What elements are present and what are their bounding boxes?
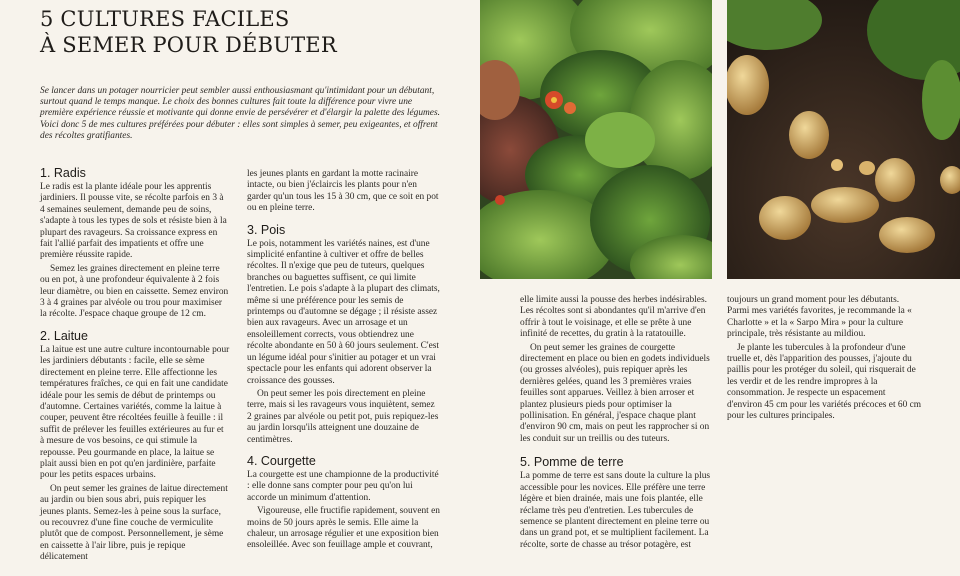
potato-harvest-illustration	[727, 0, 960, 279]
pomme-de-terre-paragraph-1: La pomme de terre est sans doute la culture la plus accessible pour les novices. Elle préfère une terre légère et bien drainée, mais une fois plantée, elle réclame très peu d'entretien. Les tubercules de semence se plantent directement en pleine terre ou dans un grand pot, et se multiplient facilement. La récolte, sorte de chasse au trésor potagère, est	[520, 471, 711, 550]
section-heading-courgette: 4. Courgette	[247, 453, 316, 468]
section-heading-radis: 1. Radis	[40, 166, 86, 180]
page-title	[40, 6, 460, 58]
lettuce-garden-photo	[480, 0, 712, 279]
column-1	[40, 166, 230, 564]
column-3	[520, 295, 713, 551]
page-title-line-1: 5 CULTURES FACILES	[40, 7, 290, 31]
pois-paragraph-1: Le pois, notamment les variétés naines, est d'une simplicité enfantine à cultiver et offre de belles récoltes. Il n'exige que peu de tuteurs, quelques branches ou baguettes suffisent, ce qui limite l'entretien. Le pois s'adapte à la plupart des climats, même si une préférence pour les semis de printemps ou d'automne se dégage ; il résiste assez bien aux ravageurs. Avec un arrosage et un ensoleillement corrects, vous obtiendrez une récolte abondante en 50 à 60 jours seulement. C'est un légume idéal pour s'initier au potager et un vrai spectacle pour les enfants qui adorent observer la croissance des gousses.	[247, 238, 440, 386]
column-4	[727, 295, 922, 422]
courgette-paragraph-3: elle limite aussi la pousse des herbes indésirables. Les récoltes sont si abondantes qu'il m'arrive d'en offrir à tout le voisinage, et elle se prête à une infinité de recettes, du gratin à la ratatouille.	[520, 295, 707, 340]
pois-paragraph-2: On peut semer les pois directement en pleine terre, mais si les ravageurs vous inquiètent, semez 2 graines par alvéole ou petit pot, puis repiquez-les au jardin lorsqu'ils atteignent une douzaine de centimètres.	[247, 388, 439, 445]
lettuce-garden-illustration	[480, 0, 712, 279]
courgette-paragraph-1: La courgette est une championne de la productivité : elle donne sans compter pour peu qu'on lui accorde un minimum d'attention.	[247, 469, 439, 503]
intro-paragraph: Se lancer dans un potager nourricier peut sembler aussi enthousiasmant qu'intimidant pour un débutant, surtout quand le temps manque. Le choix des bonnes cultures fait toute la différence pour vivre une première expérience réussie et motivante qui donne envie de persévérer et d'élargir la palette des légumes. Voici donc 5 de mes cultures préférées pour débuter : elles sont simples à semer, peu exigeantes, et offrent des récoltes gratifiantes.	[40, 86, 440, 141]
courgette-paragraph-2: Vigoureuse, elle fructifie rapidement, souvent en moins de 50 jours après le semis. Elle aime la chaleur, un arrosage régulier et une exposition bien ensoleillée. Avec son feuillage ample et couvrant,	[247, 506, 440, 551]
section-heading-pois: 3. Pois	[247, 222, 286, 237]
laitue-paragraph-2: On peut semer les graines de laitue directement au jardin ou bien sous abri, puis repiquer les jeunes plants. Semez-les à peine sous la surface, ou recouvrez d'une fine couche de vermiculite plutôt que de compost. Personnellement, je sème en caissette à l'air libre, puis je repique délicatement	[40, 483, 228, 563]
laitue-paragraph-1: La laitue est une autre culture incontournable pour les jardiniers débutants : facile, elle se sème directement en pleine terre. Elle affectionne les températures fraîches, ce qui en fait une candidate idéale pour les semis de début de printemps ou d'automne. Certaines variétés, comme la laitue à couper, peuvent être récoltées feuille à feuille : il suffit de prélever les feuilles extérieures au fur et à mesure de vos besoins, ce qui stimule la repousse. Peu gourmande en place, la laitue se plait aussi bien en pot qu'en jardinière, parfaite pour les petits espaces urbains.	[40, 344, 230, 481]
potato-harvest-photo	[727, 0, 960, 279]
radis-paragraph-2: Semez les graines directement en pleine terre ou en pot, à une profondeur équivalente à 2 fois leur diamètre, ou bien en caissette. Semez environ 3 à 4 graines par alvéole ou trou pour maximiser la récolte. J'espace chaque groupe de 12 cm.	[40, 263, 229, 320]
pomme-de-terre-paragraph-2: toujours un grand moment pour les débutants. Parmi mes variétés favorites, je recommande la « Charlotte » et la « Sarpo Mira » pour la culture principale, très résistante au mildiou.	[727, 295, 912, 340]
page-title-line-2: À SEMER POUR DÉBUTER	[40, 33, 337, 57]
section-heading-pomme-de-terre: 5. Pomme de terre	[520, 455, 624, 470]
laitue-continuation: les jeunes plants en gardant la motte racinaire intacte, ou bien j'éclaircis les plants pour n'en garder qu'un tous les 15 à 30 cm, que ce soit en pot ou en pleine terre.	[247, 169, 439, 214]
radis-paragraph-1: Le radis est la plante idéale pour les apprentis jardiniers. Il pousse vite, se récolte parfois en 3 à 4 semaines seulement, demande peu de soins, s'adapte à tous les types de sols et résiste bien à la plupart des ravageurs. Sa croissance express en fait l'allié parfait des impatients et offre une première réussite rapide.	[40, 182, 227, 261]
pomme-de-terre-paragraph-3: Je plante les tubercules à la profondeur d'une truelle et, dès l'apparition des pousses, j'ajoute du paillis pour les protéger du soleil, qui risquerait de les verdir et de les rendre impropres à la consommation. Je respecte un espacement d'environ 45 cm pour les variétés précoces et 60 cm pour les cultures principales.	[727, 342, 922, 422]
courgette-paragraph-4: On peut semer les graines de courgette directement en place ou bien en godets individuels (ou grosses alvéoles), puis repiquer après les dernières gelées, quand les 3 premières vraies feuilles sont apparues. Veillez à bien arroser et plantez plusieurs pieds pour optimiser la pollinisation. En général, j'espace chaque plant d'environ 90 cm, mais on peut les rapprocher si on les conduit sur un treillis ou des tuteurs.	[520, 342, 710, 444]
section-heading-laitue: 2. Laitue	[40, 328, 88, 343]
column-2	[247, 169, 441, 552]
